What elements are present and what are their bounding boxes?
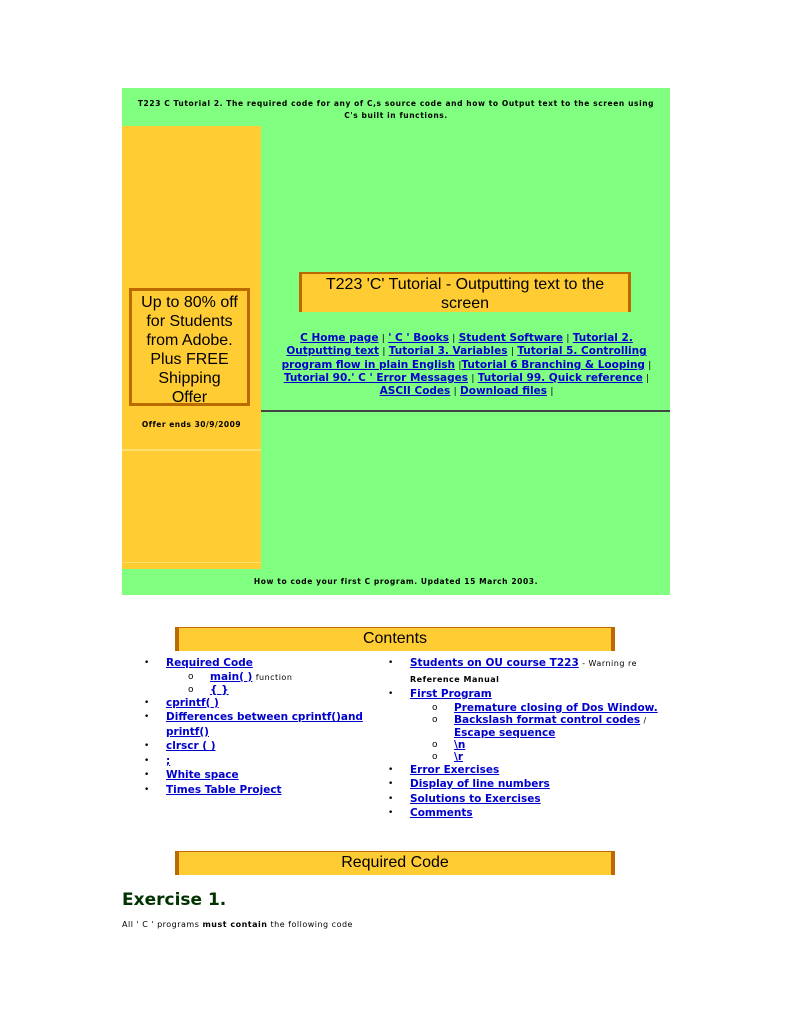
list-item	[144, 696, 376, 711]
bullet-disc: •	[388, 793, 394, 804]
promo-line: Plus FREE	[150, 351, 229, 368]
promo-line: Offer	[171, 389, 208, 406]
page-title-line-2: C's built in functions.	[344, 111, 448, 120]
sidebar-divider	[122, 562, 261, 563]
bullet-disc: •	[144, 741, 150, 751]
list-item	[166, 684, 376, 696]
warning-bold-wrap	[410, 675, 499, 684]
list-item	[388, 687, 670, 702]
contents-list-left	[144, 656, 376, 797]
nav-separator: |	[453, 387, 457, 398]
promo-line: Shipping	[158, 370, 221, 387]
promo-line: Up to 80% off	[141, 294, 238, 311]
toc-link-times-table[interactable]: Times Table Project	[166, 783, 282, 796]
updated-text: How to code your first C program. Updated 15 March 2003.	[253, 577, 539, 586]
list-item	[144, 739, 376, 754]
toc-link-students-ou[interactable]: Students on OU course T223	[410, 657, 579, 669]
intro-suffix: the following code	[270, 920, 353, 929]
main-header-area	[261, 126, 670, 569]
bullet-circle: o	[188, 684, 194, 695]
toc-link-white-space[interactable]: White space	[166, 769, 239, 781]
nav-separator: |	[646, 373, 650, 384]
toc-link-line-numbers[interactable]: Display of line numbers	[410, 778, 550, 790]
bullet-disc: •	[144, 755, 150, 766]
intro-bold: must contain	[202, 920, 268, 929]
bullet-disc: •	[144, 712, 150, 722]
toc-link-solutions[interactable]: Solutions to Exercises	[410, 792, 541, 805]
toc-link-newline[interactable]: \n	[454, 738, 466, 751]
bullet-disc: •	[388, 658, 394, 668]
slash-separator: /	[643, 715, 647, 725]
nav-link-tutorial-2[interactable]: Tutorial 2. Outputting text	[286, 332, 633, 358]
list-item	[388, 792, 670, 807]
toc-link-cprintf[interactable]: cprintf( )	[166, 696, 219, 709]
nav-link-tutorial-6[interactable]: Tutorial 6 Branching & Looping	[461, 358, 645, 371]
nav-link-tutorial-99[interactable]: Tutorial 99. Quick reference	[477, 371, 643, 384]
bullet-circle: o	[432, 739, 438, 750]
header-divider	[261, 410, 670, 412]
toc-link-required-code[interactable]: Required Code	[166, 657, 253, 669]
promo-line: for Students	[146, 313, 233, 330]
bullet-circle: o	[188, 671, 194, 682]
list-item	[144, 754, 376, 769]
list-item	[410, 714, 670, 739]
toc-link-comments[interactable]: Comments	[410, 807, 473, 819]
nav-link-tutorial-5[interactable]: Tutorial 5. Controlling program flow in plain English	[281, 345, 647, 371]
toc-link-first-program[interactable]: First Program	[410, 688, 492, 700]
nav-link-download-files[interactable]: Download files	[460, 385, 547, 398]
warning-prefix: - Warning re	[582, 659, 637, 668]
list-item	[388, 763, 670, 778]
bullet-circle: o	[432, 702, 438, 713]
sidebar-divider	[122, 450, 261, 451]
bullet-circle: o	[432, 714, 438, 725]
bullet-disc: •	[388, 764, 394, 775]
toc-link-return[interactable]: \r	[454, 750, 464, 763]
adobe-promo-ad[interactable]	[129, 288, 250, 406]
nav-separator: |	[510, 347, 514, 358]
exercise-heading: Exercise 1.	[122, 890, 227, 910]
offer-ends-text: Offer ends 30/9/2009	[141, 420, 242, 429]
main-function-suffix: function	[255, 672, 293, 682]
bullet-disc: •	[388, 779, 394, 789]
toc-link-main[interactable]: main( )	[210, 670, 253, 683]
tutorial-title-banner	[299, 272, 631, 312]
nav-separator: |	[566, 334, 570, 344]
warning-bold: Reference Manual	[410, 674, 500, 684]
toc-link-semicolon[interactable]: ;	[166, 754, 171, 767]
toc-link-braces[interactable]: { }	[210, 683, 229, 696]
exercise-intro	[122, 920, 353, 929]
intro-prefix: All ' C ' programs	[122, 920, 200, 929]
list-item	[144, 768, 376, 783]
tutorial-title-line-1: T223 'C' Tutorial - Outputting text to the	[325, 276, 605, 293]
toc-link-error-exercises[interactable]: Error Exercises	[410, 763, 500, 776]
list-item	[410, 739, 670, 751]
toc-link-premature[interactable]: Premature closing of Dos Window.	[454, 701, 658, 714]
bullet-disc: •	[144, 658, 150, 668]
bullet-disc: •	[144, 770, 150, 780]
bullet-disc: •	[388, 808, 394, 818]
list-item	[166, 671, 376, 684]
list-item	[388, 656, 670, 687]
list-item	[144, 783, 376, 798]
nav-link-tutorial-3[interactable]: Tutorial 3. Variables	[388, 345, 508, 358]
bullet-disc: •	[388, 689, 394, 699]
nav-link-ascii-codes[interactable]: ASCII Codes	[379, 385, 451, 398]
nav-link-tutorial-90[interactable]: Tutorial 90.' C ' Error Messages	[283, 371, 468, 384]
nav-separator: |	[471, 373, 475, 384]
bullet-disc: •	[144, 697, 150, 708]
left-sidebar	[122, 126, 261, 569]
toc-link-clrscr[interactable]: clrscr ( )	[166, 740, 216, 752]
promo-line: from Adobe.	[146, 332, 233, 349]
toc-link-escape[interactable]: Escape sequence	[454, 726, 556, 739]
tutorial-nav	[269, 332, 664, 398]
toc-link-differences[interactable]: Differences between cprintf()and printf()	[166, 711, 363, 738]
list-item	[410, 751, 670, 763]
tutorial-title-line-2: screen	[440, 295, 490, 312]
page-frame	[122, 88, 670, 595]
nav-separator: |	[550, 387, 554, 398]
nav-separator: |	[452, 334, 456, 344]
contents-list-right	[388, 656, 670, 821]
toc-link-backslash[interactable]: Backslash format control codes	[454, 713, 641, 726]
list-item	[410, 702, 670, 714]
bullet-circle: o	[432, 751, 438, 762]
list-item	[144, 656, 376, 671]
list-item	[388, 806, 670, 821]
nav-separator: |	[458, 360, 462, 371]
nav-link-student-software[interactable]: Student Software	[458, 332, 563, 344]
page-title	[122, 98, 670, 122]
nav-link-c-books[interactable]: ' C ' Books	[388, 332, 449, 344]
page-title-line-1: T223 C Tutorial 2. The required code for any of C,s source code and how to Output text to the screen using	[137, 99, 655, 108]
required-code-heading: Required Code	[175, 851, 615, 875]
nav-separator: |	[381, 334, 385, 344]
nav-separator: |	[382, 347, 386, 358]
list-item	[144, 710, 376, 739]
nav-separator: |	[648, 360, 652, 371]
bullet-disc: •	[144, 784, 150, 795]
contents-heading: Contents	[175, 627, 615, 651]
list-item	[388, 777, 670, 792]
nav-link-c-home[interactable]: C Home page	[300, 332, 379, 344]
